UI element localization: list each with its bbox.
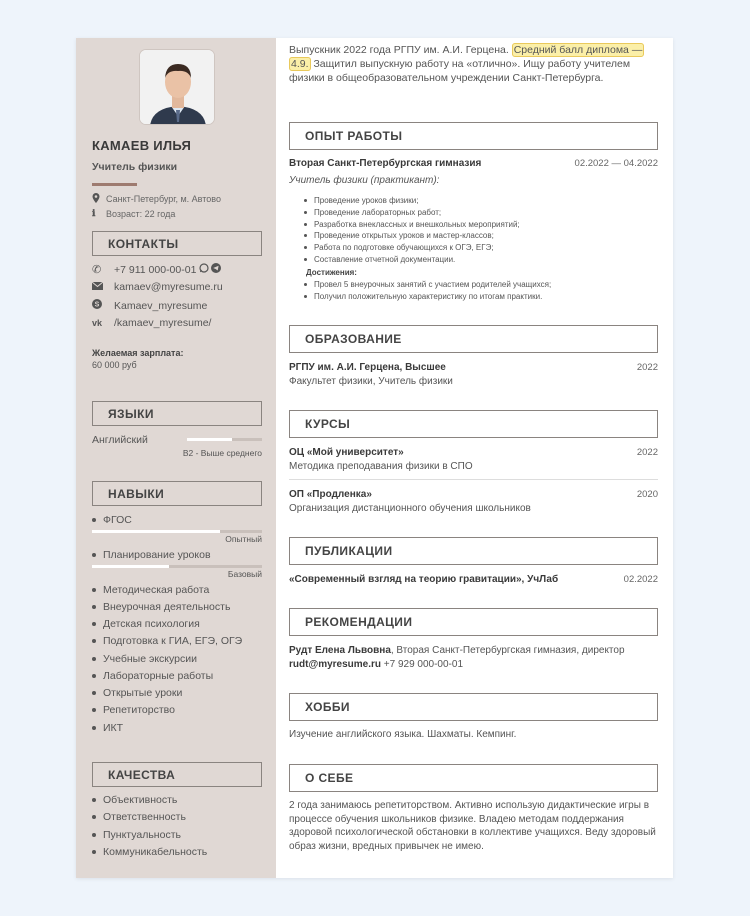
- skill-item: Учебные экскурсии: [92, 653, 197, 665]
- divider: [289, 479, 658, 480]
- skill-item: Методическая работа: [92, 584, 209, 596]
- publication-row: [289, 574, 658, 585]
- skill-item: Детская психология: [92, 618, 200, 630]
- person-name: КАМАЕВ ИЛЬЯ: [92, 138, 192, 153]
- achievements-list: [304, 279, 551, 303]
- course-org: ОЦ «Мой университет»: [289, 447, 404, 458]
- list-item: Проведение открытых уроков и мастер-классов;: [304, 230, 520, 242]
- resume-sheet: [76, 38, 673, 878]
- about-text: 2 года занимаюсь репетиторством. Активно использую дидактические игры в процессе обучения школьников физике. Владею методам поддержания здоровой психологической обстановки в коллективе учащихся. Веду здоровый образ жизни, вредных привычек не имею.: [289, 800, 656, 852]
- contact-email[interactable]: kamaev@myresume.ru: [92, 281, 223, 293]
- accent-line: [92, 183, 137, 186]
- qualities-heading: КАЧЕСТВА: [92, 762, 262, 787]
- hobby-text: Изучение английского языка. Шахматы. Кемпинг.: [289, 729, 517, 740]
- contact-skype[interactable]: S Kamaev_myresume: [92, 299, 207, 312]
- experience-position: Учитель физики (практикант):: [289, 175, 440, 186]
- highlight-gpa-value: 4.9.: [291, 58, 309, 70]
- list-item: Получил положительную характеристику по итогам практики.: [304, 291, 551, 303]
- education-org: РГПУ им. А.И. Герцена, Высшее: [289, 362, 446, 373]
- education-heading: ОБРАЗОВАНИЕ: [289, 325, 658, 353]
- language-level: B2 - Выше среднего: [182, 448, 262, 458]
- skill-level-bar: [92, 530, 262, 533]
- skill-level: Базовый: [227, 569, 262, 579]
- svg-text:S: S: [94, 301, 100, 309]
- skill-level-bar: [92, 565, 262, 568]
- list-item: Работа по подготовке обучающихся к ОГЭ, ЕГЭ;: [304, 242, 520, 254]
- about-heading: О СЕБЕ: [289, 764, 658, 792]
- experience-dates: 02.2022 — 04.2022: [574, 158, 658, 169]
- publications-heading: ПУБЛИКАЦИИ: [289, 537, 658, 565]
- education-row: [289, 362, 658, 373]
- course-year: 2022: [636, 447, 658, 458]
- course-row: [289, 489, 658, 500]
- list-item: Разработка внеклассных и внешкольных мероприятий;: [304, 219, 520, 231]
- skill-level: Опытный: [225, 534, 262, 544]
- sidebar: [76, 38, 276, 878]
- hobby-heading: ХОББИ: [289, 693, 658, 721]
- recommendation-email[interactable]: rudt@myresume.ru: [289, 659, 381, 670]
- person-role: Учитель физики: [92, 161, 178, 173]
- contacts-heading: КОНТАКТЫ: [92, 231, 262, 256]
- salary-label: Желаемая зарплата:: [92, 348, 184, 358]
- language-level-bar: [187, 438, 262, 441]
- skype-icon: [92, 299, 114, 312]
- skill-item: ФГОС: [92, 514, 132, 526]
- skill-level-fill: [92, 565, 169, 568]
- publication-date: 02.2022: [623, 574, 658, 585]
- duties-list: [304, 195, 520, 266]
- course-name: Организация дистанционного обучения школьников: [289, 503, 531, 514]
- location-info: Санкт-Петербург, м. Автово: [92, 193, 221, 205]
- experience-heading: ОПЫТ РАБОТЫ: [289, 122, 658, 150]
- telegram-icon: [211, 263, 221, 276]
- contact-phone[interactable]: ✆ +7 911 000-00-01: [92, 263, 221, 276]
- email-icon: [92, 281, 114, 293]
- phone-icon: ✆: [92, 264, 102, 276]
- skill-item: Репетиторство: [92, 704, 175, 716]
- skill-item: Внеурочная деятельность: [92, 601, 230, 613]
- education-year: 2022: [636, 362, 658, 373]
- age-info: ℹ Возраст: 22 года: [92, 208, 176, 219]
- courses-heading: КУРСЫ: [289, 410, 658, 438]
- quality-item: Коммуникабельность: [92, 846, 207, 858]
- course-org: ОП «Продленка»: [289, 489, 372, 500]
- languages-heading: ЯЗЫКИ: [92, 401, 262, 426]
- intro-text: Выпускник 2022 года РГПУ им. А.И. Герцена. Средний балл диплома — 4.9. Защитил выпускную работу на «отлично». Ищу работу учителем физики в общеобразовательном учреждении Санкт-Петербурга.: [289, 44, 643, 84]
- recommendation-text: Рудт Елена Львовна, Вторая Санкт-Петербургская гимназия, директор rudt@myresume.ru +7 929 000-00-01: [289, 645, 625, 670]
- quality-item: Пунктуальность: [92, 829, 181, 841]
- skill-item: Планирование уроков: [92, 549, 211, 561]
- skill-item: Лабораторные работы: [92, 670, 213, 682]
- skill-item: Подготовка к ГИА, ЕГЭ, ОГЭ: [92, 635, 242, 647]
- language-name: Английский: [92, 434, 148, 446]
- location-pin-icon: [92, 193, 106, 205]
- contact-vk[interactable]: vk /kamaev_myresume/: [92, 317, 212, 329]
- list-item: Проведение уроков физики;: [304, 195, 520, 207]
- main-column: [276, 38, 673, 878]
- quality-item: Ответственность: [92, 811, 186, 823]
- education-detail: Факультет физики, Учитель физики: [289, 376, 453, 387]
- course-row: [289, 447, 658, 458]
- language-level-fill: [187, 438, 232, 441]
- recommendations-heading: РЕКОМЕНДАЦИИ: [289, 608, 658, 636]
- achievements-label: Достижения:: [306, 268, 357, 277]
- skill-item: Открытые уроки: [92, 687, 182, 699]
- info-icon: ℹ: [92, 208, 96, 218]
- publication-title: «Современный взгляд на теорию гравитации», УчЛаб: [289, 574, 559, 585]
- course-name: Методика преподавания физики в СПО: [289, 461, 473, 472]
- salary-value: 60 000 руб: [92, 360, 137, 370]
- experience-org: Вторая Санкт-Петербургская гимназия: [289, 158, 482, 169]
- highlight-gpa: Средний балл диплома —: [513, 44, 643, 56]
- quality-item: Объективность: [92, 794, 177, 806]
- whatsapp-icon: [199, 263, 209, 276]
- list-item: Проведение лабораторных работ;: [304, 207, 520, 219]
- profile-photo: [139, 49, 215, 125]
- experience-row: [289, 158, 658, 169]
- skill-level-fill: [92, 530, 220, 533]
- skills-heading: НАВЫКИ: [92, 481, 262, 506]
- list-item: Составление отчетной документации.: [304, 254, 520, 266]
- skill-item: ИКТ: [92, 722, 123, 734]
- course-year: 2020: [636, 489, 658, 500]
- list-item: Провел 5 внеурочных занятий с участием родителей учащихся;: [304, 279, 551, 291]
- vk-icon: vk: [92, 318, 103, 328]
